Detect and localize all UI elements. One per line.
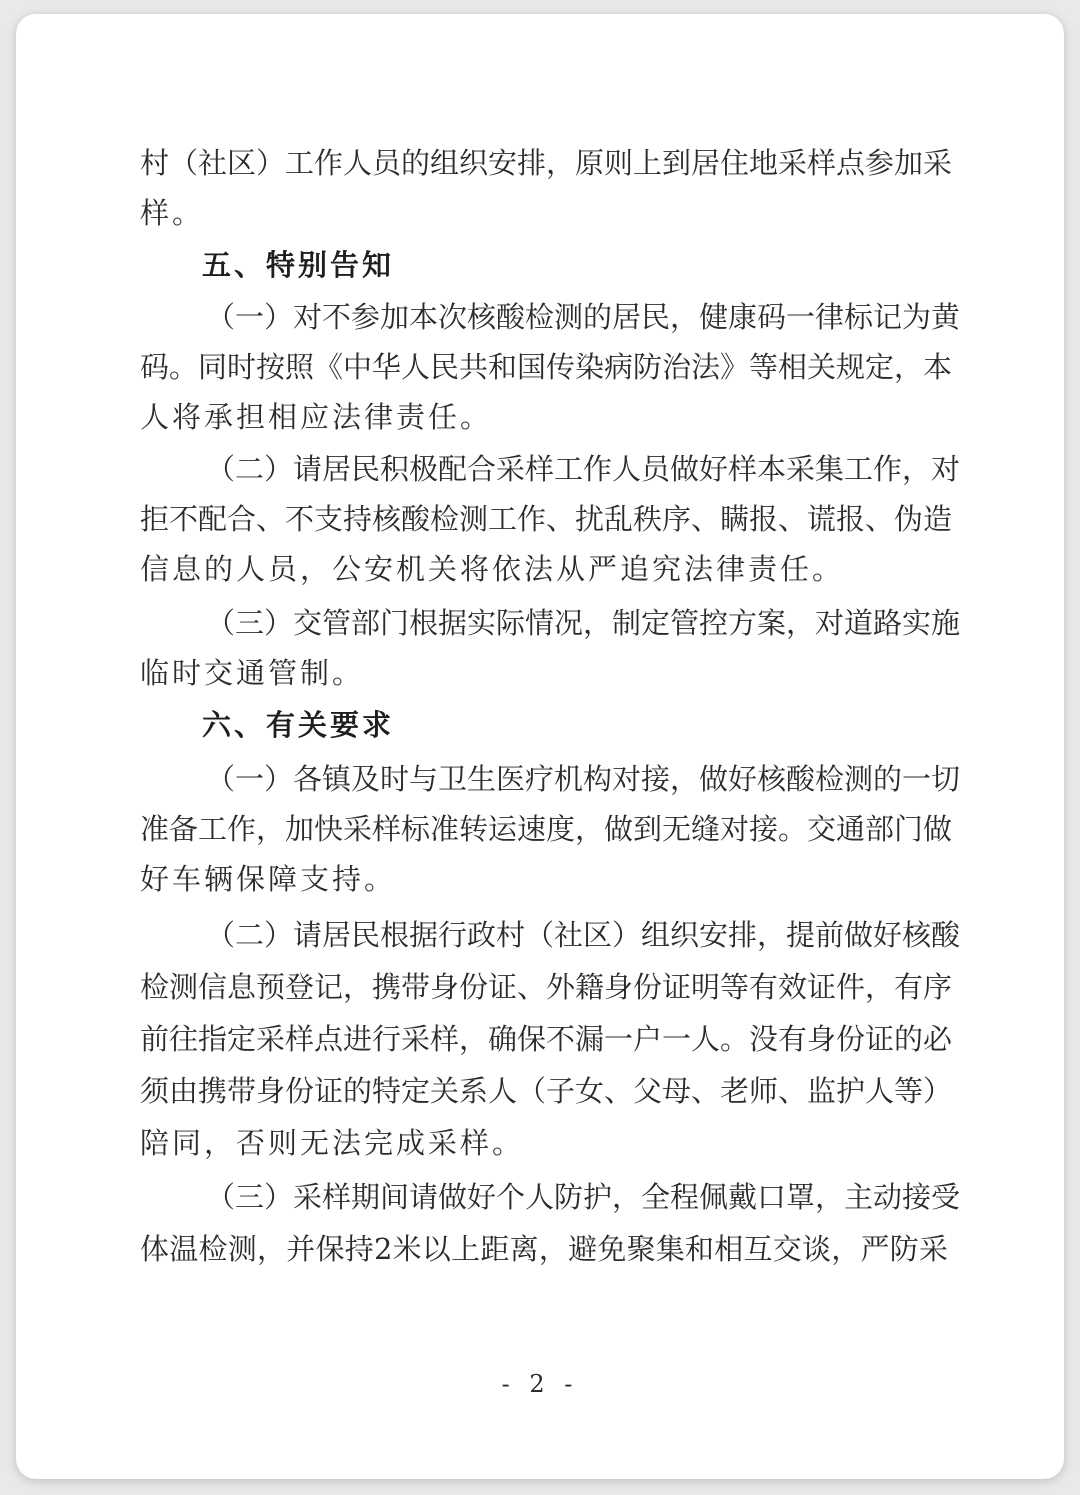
text-line: 检测信息预登记，携带身份证、外籍身份证明等有效证件，有序	[140, 970, 953, 1004]
text-line: 须由携带身份证的特定关系人（子女、父母、老师、监护人等）	[140, 1074, 953, 1108]
text-line: 村（社区）工作人员的组织安排，原则上到居住地采样点参加采	[140, 146, 953, 180]
text-line: 拒不配合、不支持核酸检测工作、扰乱秩序、瞒报、谎报、伪造	[140, 502, 953, 536]
text-line: 样。	[140, 196, 205, 230]
text-line: 前往指定采样点进行采样，确保不漏一户一人。没有身份证的必	[140, 1022, 953, 1056]
text-line: 信息的人员，公安机关将依法从严追究法律责任。	[140, 552, 845, 586]
document-page	[16, 14, 1064, 1479]
text-line: 陪同，否则无法完成采样。	[140, 1126, 525, 1160]
text-line: （二）请居民积极配合采样工作人员做好样本采集工作，对	[206, 452, 961, 486]
text-line: （三）采样期间请做好个人防护，全程佩戴口罩，主动接受	[206, 1180, 961, 1214]
page-number: - 2 -	[501, 1370, 579, 1398]
text-line: （一）对不参加本次核酸检测的居民，健康码一律标记为黄	[206, 300, 961, 334]
text-line: 码。同时按照《中华人民共和国传染病防治法》等相关规定，本	[140, 350, 953, 384]
text-line: 体温检测，并保持2米以上距离，避免聚集和相互交谈，严防采	[140, 1232, 948, 1266]
section-heading-requirements: 六、有关要求	[202, 708, 395, 742]
text-line: （二）请居民根据行政村（社区）组织安排，提前做好核酸	[206, 918, 961, 952]
text-line: 准备工作，加快采样标准转运速度，做到无缝对接。交通部门做	[140, 812, 953, 846]
text-line: 人将承担相应法律责任。	[140, 400, 493, 434]
section-heading-special-notice: 五、特别告知	[202, 248, 395, 282]
text-line: （一）各镇及时与卫生医疗机构对接，做好核酸检测的一切	[206, 762, 961, 796]
text-line: 好车辆保障支持。	[140, 862, 397, 896]
text-line: （三）交管部门根据实际情况，制定管控方案，对道路实施	[206, 606, 961, 640]
text-line: 临时交通管制。	[140, 656, 365, 690]
